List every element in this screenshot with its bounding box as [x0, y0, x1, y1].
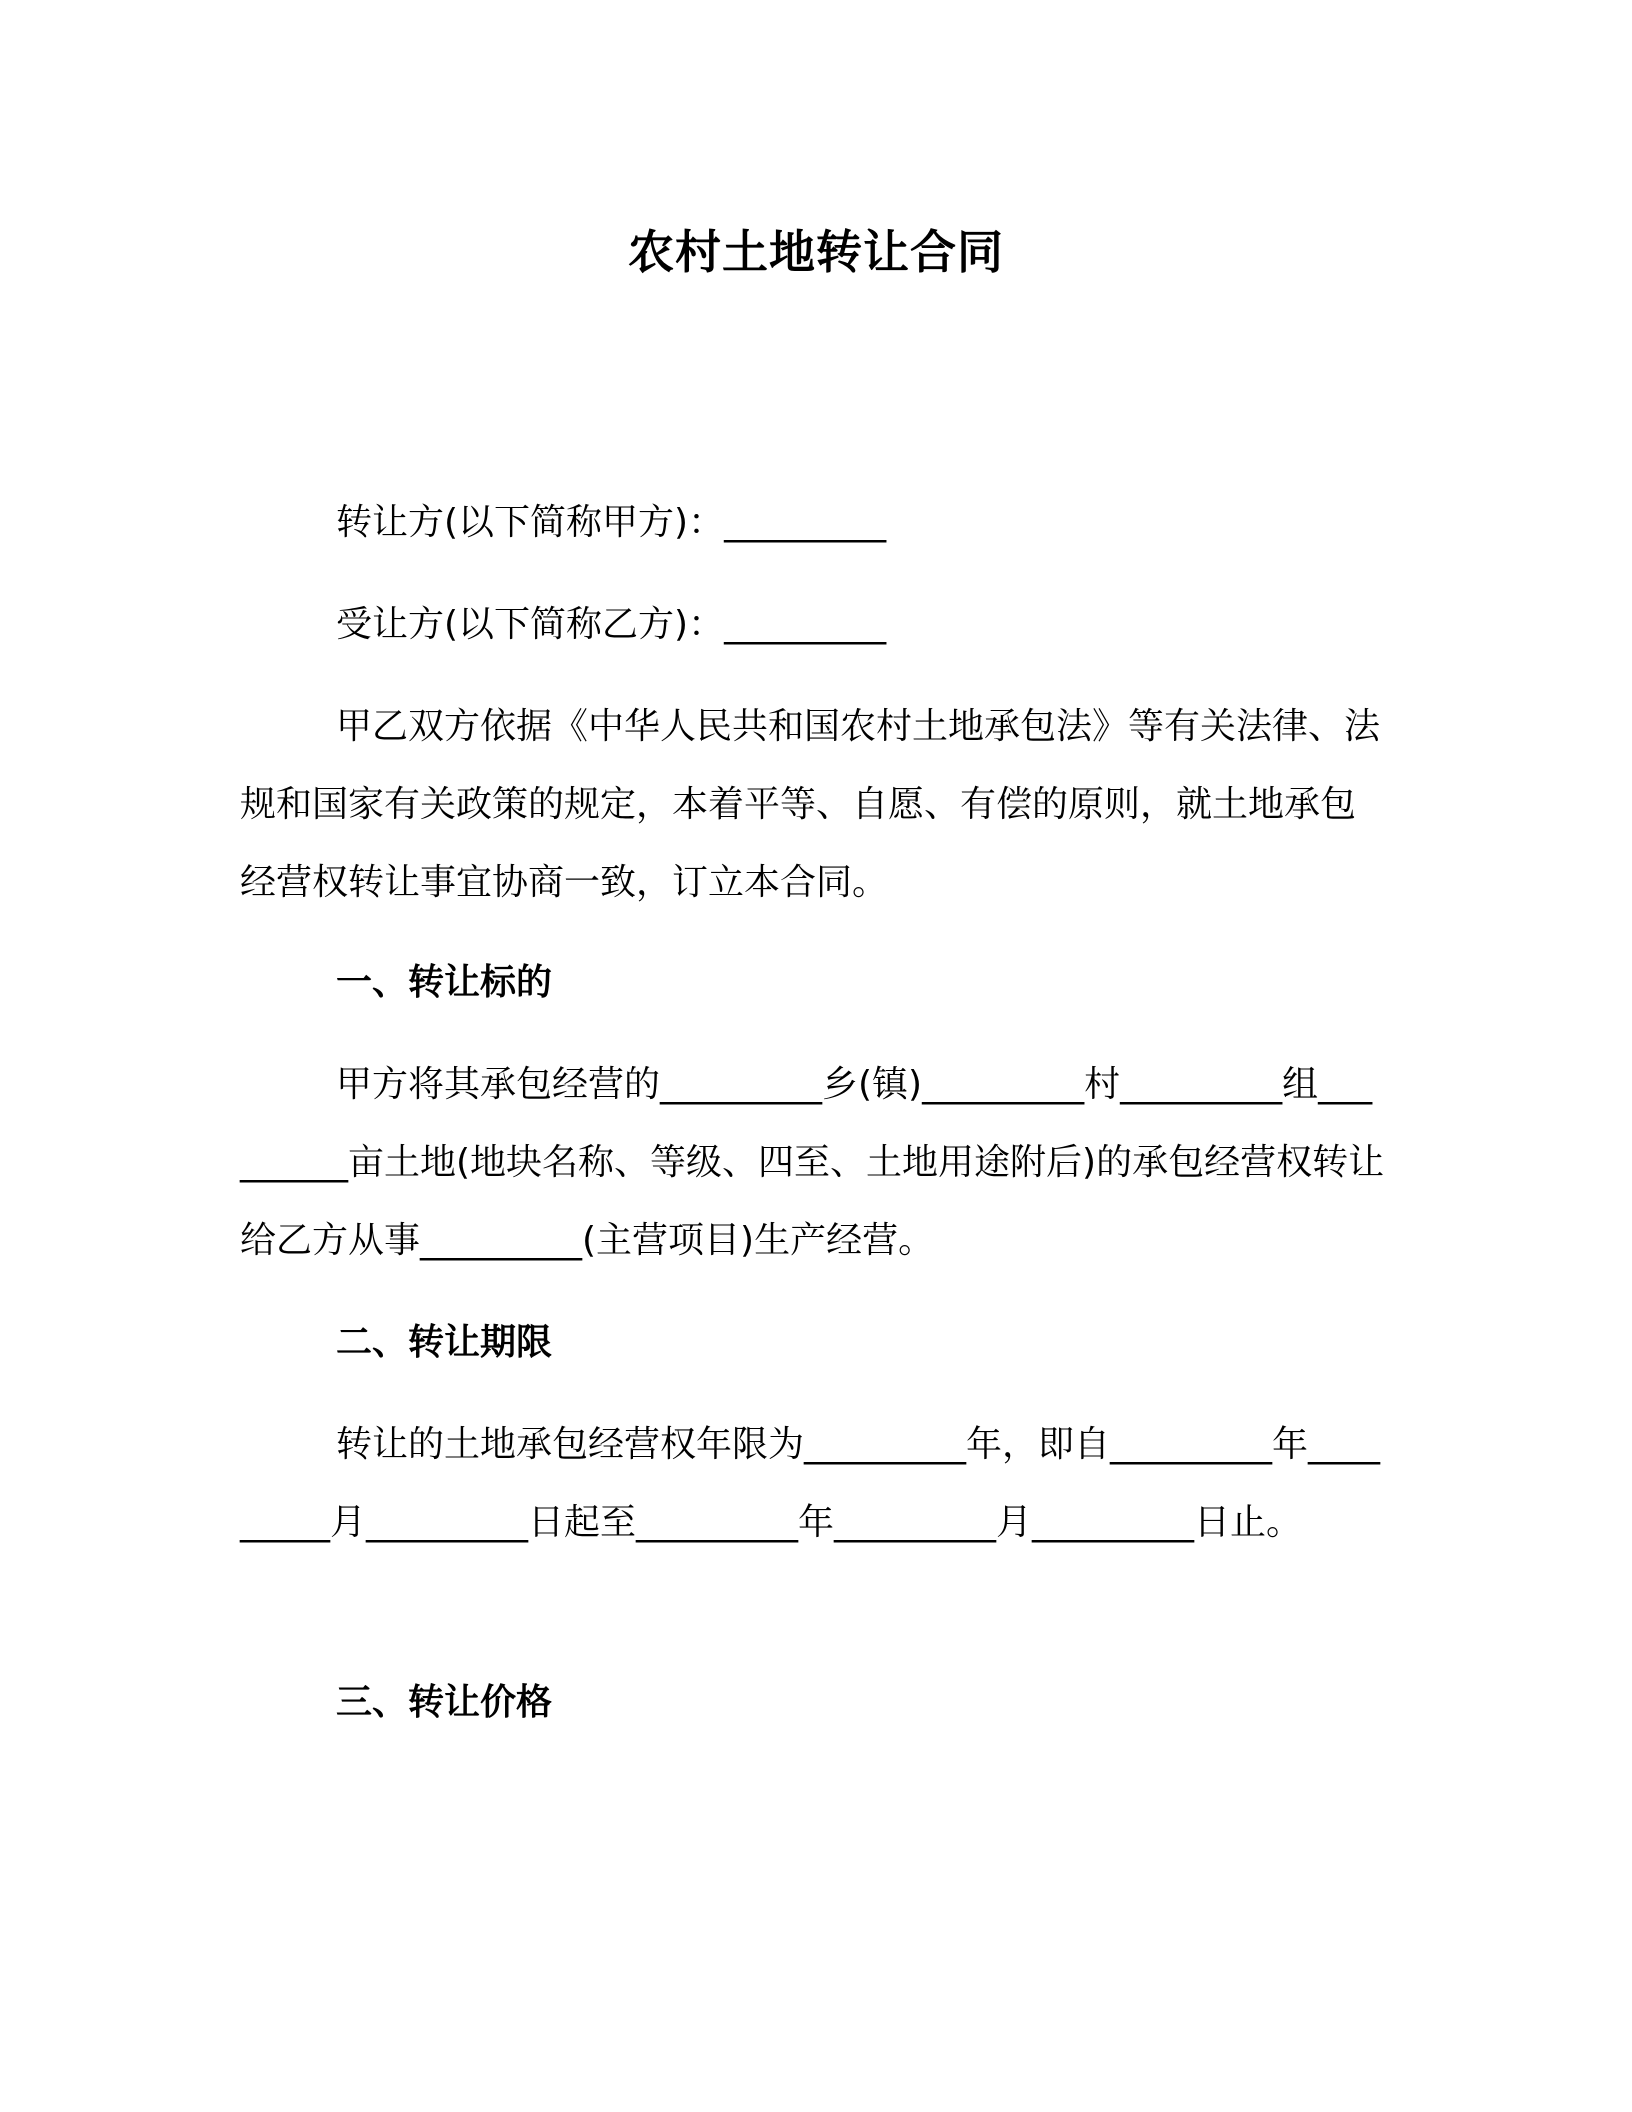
section-1-heading: 一、转让标的 — [336, 962, 553, 1003]
document-title: 农村土地转让合同 — [628, 225, 1004, 279]
section-1-body: 甲方将其承包经营的_________乡(镇)_________村_________组_________亩土地(地块名称、等级、四至、土地用途附后)的承包经营权转让给乙方从事_________(主营项目)生产经营。 — [240, 1064, 1385, 1261]
transferee-line: 受让方(以下简称乙方)：_________ — [336, 604, 887, 645]
section-2-body: 转让的土地承包经营权年限为_________年，即自_________年_________月_________日起至_________年_________月_________日止。 — [240, 1424, 1381, 1543]
transferor-line: 转让方(以下简称甲方)：_________ — [336, 502, 887, 543]
preamble-paragraph: 甲乙双方依据《中华人民共和国农村土地承包法》等有关法律、法规和国家有关政策的规定，本着平等、自愿、有偿的原则，就土地承包经营权转让事宜协商一致，订立本合同。 — [240, 706, 1381, 903]
section-3-heading: 三、转让价格 — [336, 1682, 553, 1723]
section-2-heading: 二、转让期限 — [336, 1322, 553, 1363]
